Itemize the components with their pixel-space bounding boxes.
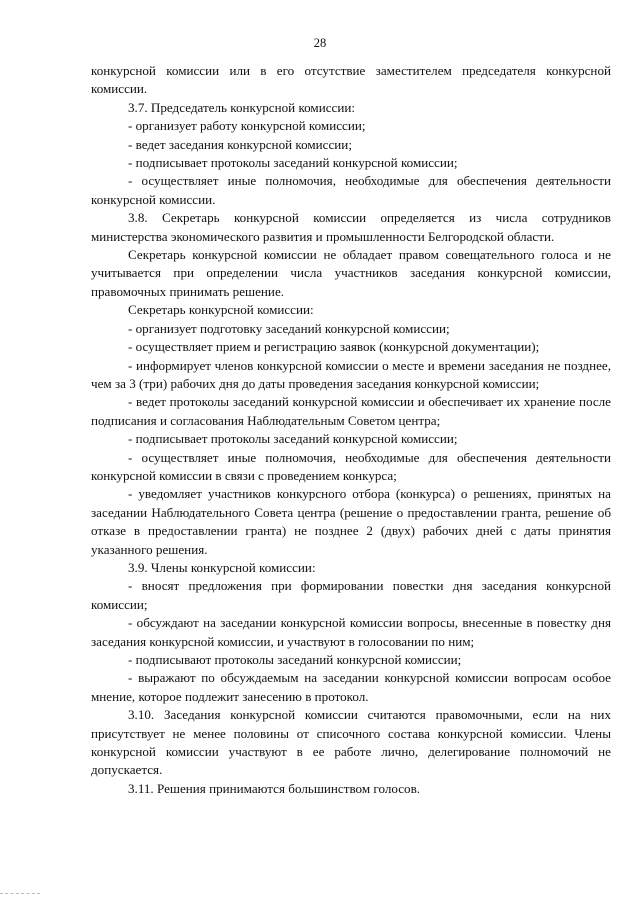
section-paragraph-3-11: 3.11. Решения принимаются большинством голосов. <box>128 780 421 796</box>
list-item: - подписывает протоколы заседаний конкурсной комиссии; <box>128 431 458 447</box>
section-paragraph-3-10: 3.10. Заседания конкурсной комиссии считаются правомочными, если на них присутствует не менее половины от списочного состава конкурсной комиссии. Члены конкурсной комиссии участвуют в ее работе лично, делегирование полномочий не допускается. <box>91 707 611 778</box>
list-item: - информирует членов конкурсной комиссии о месте и времени заседания не позднее, чем за 3 (три) рабочих дня до даты проведения заседания конкурсной комиссии; <box>91 357 611 391</box>
list-item: - осуществляет иные полномочия, необходимые для обеспечения деятельности конкурсной комиссии. <box>91 173 611 207</box>
scan-edge-mark <box>0 893 40 895</box>
list-item: - ведет заседания конкурсной комиссии; <box>128 136 352 152</box>
list-item: - уведомляет участников конкурсного отбора (конкурса) о решениях, принятых на заседании Наблюдательного Совета центра (решение о предоставлении гранта, решение об отказе в предоставлении гранта) не позднее 2 (двух) рабочих дней с даты принятия указанного решения. <box>91 486 611 557</box>
list-item: - ведет протоколы заседаний конкурсной комиссии и обеспечивает их хранение после подписания и согласования Наблюдательным Советом центра; <box>91 394 611 428</box>
paragraph: конкурсной комиссии или в его отсутствие заместителем председателя конкурсной комиссии. <box>91 63 611 97</box>
list-item: - осуществляет прием и регистрацию заявок (конкурсной документации); <box>128 339 540 355</box>
list-item: - вносят предложения при формировании повестки дня заседания конкурсной комиссии; <box>91 578 611 612</box>
paragraph: Секретарь конкурсной комиссии: <box>128 302 314 318</box>
list-item: - организует подготовку заседаний конкурсной комиссии; <box>128 320 450 336</box>
list-item: - подписывают протоколы заседаний конкурсной комиссии; <box>128 652 462 667</box>
page-number: 28 <box>313 36 327 50</box>
section-heading-3-7: 3.7. Председатель конкурсной комиссии: <box>128 99 356 115</box>
list-item: - выражают по обсуждаемым на заседании конкурсной комиссии вопросам особое мнение, которое подлежит занесению в протокол. <box>91 670 611 704</box>
paragraph: Секретарь конкурсной комиссии не обладает правом совещательного голоса и не учитывается при определении числа участников заседания конкурсной комиссии, правомочных принимать решение. <box>91 247 611 299</box>
section-paragraph-3-8: 3.8. Секретарь конкурсной комиссии определяется из числа сотрудников министерства экономического развития и промышленности Белгородской области. <box>91 210 611 244</box>
list-item: - обсуждают на заседании конкурсной комиссии вопросы, внесенные в повестку дня заседания конкурсной комиссии, и участвуют в голосовании по ним; <box>91 615 611 649</box>
list-item: - организует работу конкурсной комиссии; <box>128 118 366 134</box>
list-item: - осуществляет иные полномочия, необходимые для обеспечения деятельности конкурсной комиссии в связи с проведением конкурса; <box>91 449 611 483</box>
list-item: - подписывает протоколы заседаний конкурсной комиссии; <box>128 155 458 171</box>
document-body <box>91 62 611 798</box>
section-heading-3-9: 3.9. Члены конкурсной комиссии: <box>128 559 316 575</box>
